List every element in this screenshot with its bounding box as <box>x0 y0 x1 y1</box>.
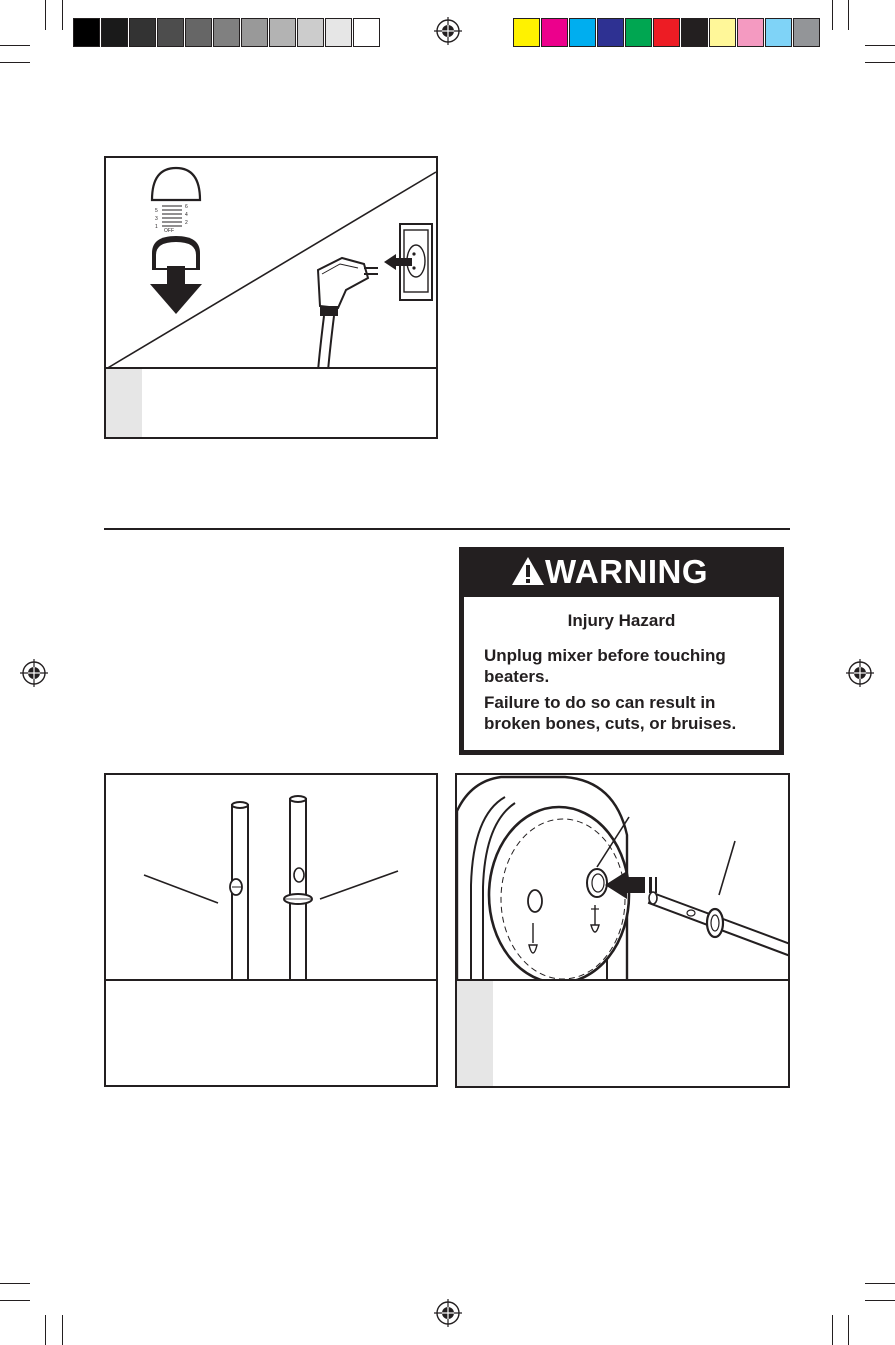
power-plug-icon <box>318 258 378 371</box>
crop-mark <box>865 1300 895 1301</box>
color-swatch <box>681 18 708 47</box>
color-swatch <box>653 18 680 47</box>
crop-mark <box>865 62 895 63</box>
crop-mark <box>865 45 895 46</box>
warning-consequence: Failure to do so can result in broken bones, cuts, or bruises. <box>484 693 737 733</box>
color-swatch <box>597 18 624 47</box>
color-swatch <box>709 18 736 47</box>
color-swatch <box>269 18 296 47</box>
warning-body <box>464 597 779 750</box>
color-swatch <box>73 18 100 47</box>
color-swatch <box>793 18 820 47</box>
crop-mark <box>0 45 30 46</box>
crop-mark <box>45 1315 46 1345</box>
color-swatch <box>569 18 596 47</box>
svg-text:OFF: OFF <box>164 228 174 234</box>
registration-mark-icon <box>846 659 874 687</box>
color-swatch <box>353 18 380 47</box>
color-swatch <box>737 18 764 47</box>
crop-mark <box>45 0 46 30</box>
section-divider <box>104 528 790 530</box>
crop-mark <box>0 1300 30 1301</box>
color-swatch <box>241 18 268 47</box>
color-swatch <box>101 18 128 47</box>
crop-mark <box>62 0 63 30</box>
color-swatch <box>129 18 156 47</box>
wall-outlet-icon <box>384 224 432 300</box>
color-swatch <box>625 18 652 47</box>
registration-mark-icon <box>434 1299 462 1327</box>
crop-mark <box>832 1315 833 1345</box>
crop-mark <box>62 1315 63 1345</box>
figure-unplug-panel <box>104 156 438 439</box>
beater-shaft-icon <box>649 892 788 957</box>
svg-text:1: 1 <box>155 224 158 230</box>
color-swatch <box>541 18 568 47</box>
svg-text:2: 2 <box>185 220 188 226</box>
warning-instruction: Unplug mixer before touching beaters. <box>484 646 726 686</box>
warning-header <box>459 547 784 595</box>
color-swatch <box>297 18 324 47</box>
svg-text:3: 3 <box>155 216 158 222</box>
beater-shafts-icon <box>106 775 436 983</box>
figure-unplug-caption <box>106 367 436 437</box>
color-swatch <box>157 18 184 47</box>
warning-title: WARNING <box>545 553 708 590</box>
crop-mark <box>865 1283 895 1284</box>
svg-text:6: 6 <box>185 204 188 210</box>
color-swatch <box>325 18 352 47</box>
speed-control-icon <box>152 168 200 270</box>
registration-mark-icon <box>20 659 48 687</box>
color-swatch <box>765 18 792 47</box>
svg-text:4: 4 <box>185 212 188 218</box>
figure-beaters-caption <box>106 979 436 1085</box>
unplug-illustration <box>106 158 436 371</box>
crop-mark <box>832 0 833 30</box>
crop-mark <box>848 1315 849 1345</box>
color-swatch <box>213 18 240 47</box>
down-arrow-icon <box>150 266 202 314</box>
warning-triangle-icon <box>511 556 545 586</box>
warning-subtitle: Injury Hazard <box>567 611 676 630</box>
color-swatch <box>185 18 212 47</box>
warning-box <box>459 547 784 755</box>
svg-text:5: 5 <box>155 208 158 214</box>
color-swatch <box>513 18 540 47</box>
figure-insert-panel <box>455 773 790 1088</box>
crop-mark <box>0 62 30 63</box>
crop-mark <box>848 0 849 30</box>
insert-illustration <box>457 775 788 983</box>
figure-beaters-panel <box>104 773 438 1087</box>
step-number-tab <box>457 981 493 1086</box>
crop-mark <box>0 1283 30 1284</box>
registration-mark-icon <box>434 17 462 45</box>
step-number-tab <box>106 369 142 437</box>
figure-insert-caption <box>457 979 788 1086</box>
